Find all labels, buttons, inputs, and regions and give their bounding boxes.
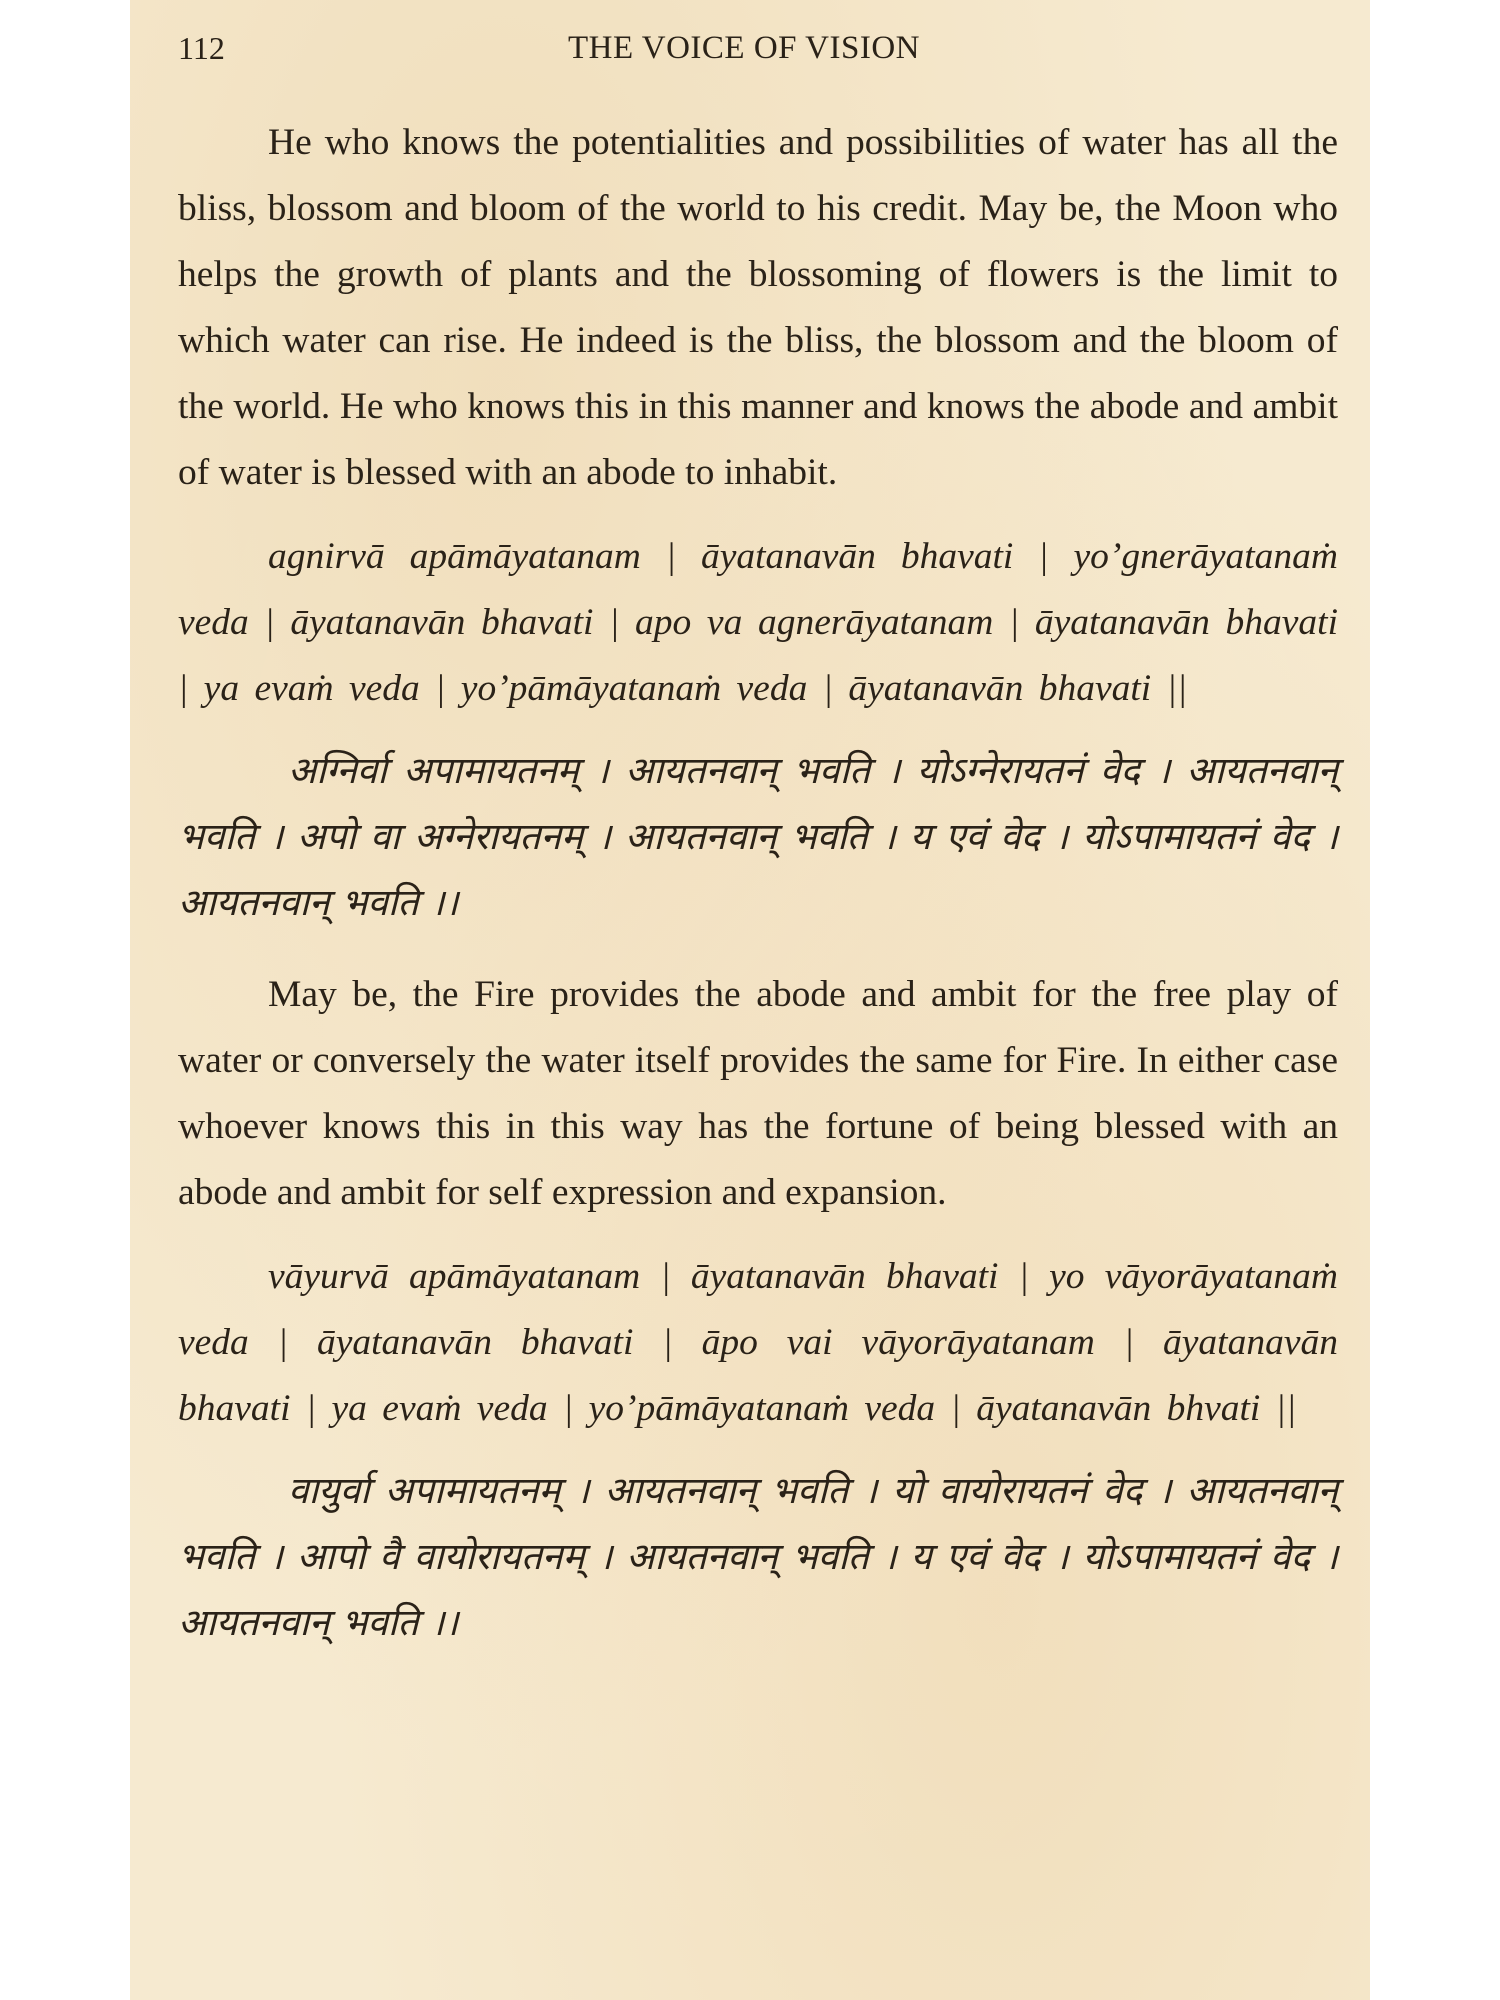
page-number: 112 [178,30,225,66]
devanagari-agni-verse: अग्निर्वा अपामायतनम् । आयतनवान् भवति । योऽग्नेरायतनं वेद । आयतनवान् भवति । अपो वा अग्नेरायतनम् । आयतनवान् भवति । य एवं वेद । योऽपामायतनं वेद । आयतनवान् भवति ।। [178,749,1338,924]
running-title: THE VOICE OF VISION [567,30,921,66]
transliteration-vayu-verse: vāyurvā apāmāyatanam | āyatanavān bhavati | yo vāyorāyatanaṁ veda | āyatanavān bhavati | āpo vai vāyorāyatanam | āyatanavān bhavati | ya evaṁ veda | yo’pāmāyatanaṁ veda | āyatanavān bhvati || [178,1256,1338,1429]
page-body [178,110,1338,1656]
book-page [130,0,1370,2000]
transliteration-agni-verse: agnirvā apāmāyatanam | āyatanavān bhavati | yo’gnerāyatanaṁ veda | āyatanavān bhavati | apo va agnerāyatanam | āyatanavān bhavati | ya evaṁ veda | yo’pāmāyatanaṁ veda | āyatanavān bhavati || [178,536,1338,709]
page-header [178,30,1310,74]
paragraph-water-bliss: He who knows the potentialities and possibilities of water has all the bliss, blossom and bloom of the world to his credit. May be, the Moon who helps the growth of plants and the blossoming of flowers is the limit to which water can rise. He indeed is the bliss, the blossom and the bloom of the world. He who knows this in this manner and knows the abode and ambit of water is blessed with an abode to inhabit. [178,122,1338,493]
paragraph-fire-abode: May be, the Fire provides the abode and ambit for the free play of water or conversely the water itself provides the same for Fire. In either case whoever knows this in this way has the fortune of being blessed with an abode and ambit for self expression and expansion. [178,974,1338,1213]
devanagari-vayu-verse: वायुर्वा अपामायतनम् । आयतनवान् भवति । यो वायोरायतनं वेद । आयतनवान् भवति । आपो वै वायोरायतनम् । आयतनवान् भवति । य एवं वेद । योऽपामायतनं वेद । आयतनवान् भवति ।। [178,1469,1338,1644]
